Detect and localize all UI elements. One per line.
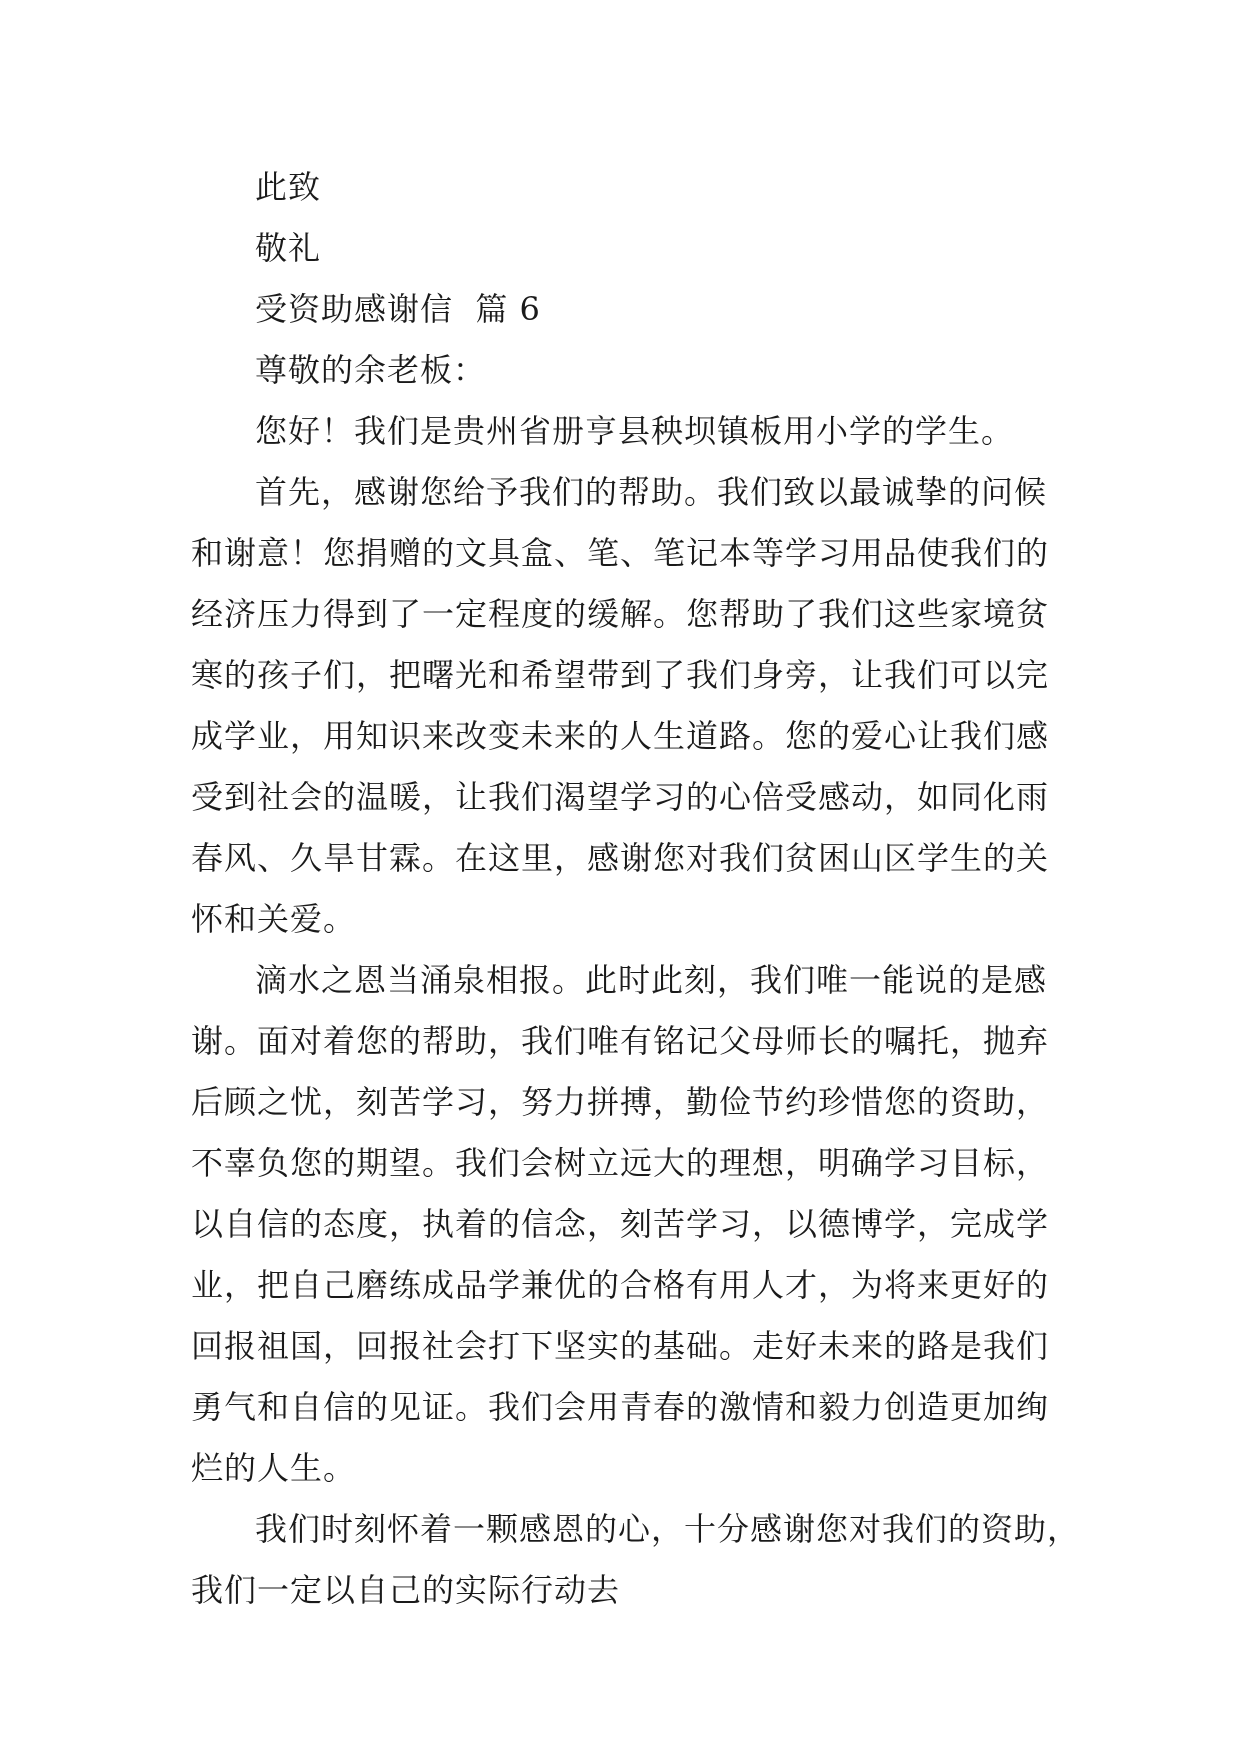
paragraph-2-line: 勇气和自信的见证。我们会用青春的激情和毅力创造更加绚 [191, 1388, 1050, 1426]
paragraph-1-line: 春风、久旱甘霖。在这里，感谢您对我们贫困山区学生的关 [191, 839, 1050, 877]
paragraph-2-line: 以自信的态度，执着的信念，刻苦学习，以德博学，完成学 [191, 1205, 1050, 1243]
section-title: 受资助感谢信 篇 6 [255, 290, 541, 328]
paragraph-1-line: 受到社会的温暖，让我们渴望学习的心倍受感动，如同化雨 [191, 778, 1050, 816]
paragraph-1-line: 和谢意！您捐赠的文具盒、笔、笔记本等学习用品使我们的 [191, 534, 1050, 572]
paragraph-1-line: 首先，感谢您给予我们的帮助。我们致以最诚挚的问候 [255, 473, 1048, 511]
paragraph-1-line: 寒的孩子们，把曙光和希望带到了我们身旁，让我们可以完 [191, 656, 1050, 694]
paragraph-2-line: 烂的人生。 [191, 1449, 357, 1487]
paragraph-1-line: 怀和关爱。 [191, 900, 357, 938]
paragraph-2-line: 后顾之忧，刻苦学习，努力拼搏，勤俭节约珍惜您的资助， [191, 1083, 1050, 1121]
paragraph-2-line: 不辜负您的期望。我们会树立远大的理想，明确学习目标， [191, 1144, 1050, 1182]
letter-body [191, 157, 1081, 1621]
closing-line-1: 此致 [255, 168, 322, 206]
paragraph-2-line: 滴水之恩当涌泉相报。此时此刻，我们唯一能说的是感 [255, 961, 1048, 999]
paragraph-2-line: 业，把自己磨练成品学兼优的合格有用人才，为将来更好的 [191, 1266, 1050, 1304]
paragraph-3-line: 我们一定以自己的实际行动去 [191, 1571, 621, 1609]
paragraph-1-line: 成学业，用知识来改变未来的人生道路。您的爱心让我们感 [191, 717, 1050, 755]
greeting: 您好！我们是贵州省册亨县秧坝镇板用小学的学生。 [255, 412, 1015, 450]
paragraph-1-line: 经济压力得到了一定程度的缓解。您帮助了我们这些家境贫 [191, 595, 1050, 633]
closing-line-2: 敬礼 [255, 229, 322, 267]
paragraph-2-line: 回报祖国，回报社会打下坚实的基础。走好未来的路是我们 [191, 1327, 1050, 1365]
salutation: 尊敬的余老板： [255, 351, 487, 389]
paragraph-3-line: 我们时刻怀着一颗感恩的心，十分感谢您对我们的资助， [255, 1510, 1081, 1548]
paragraph-2-line: 谢。面对着您的帮助，我们唯有铭记父母师长的嘱托，抛弃 [191, 1022, 1050, 1060]
